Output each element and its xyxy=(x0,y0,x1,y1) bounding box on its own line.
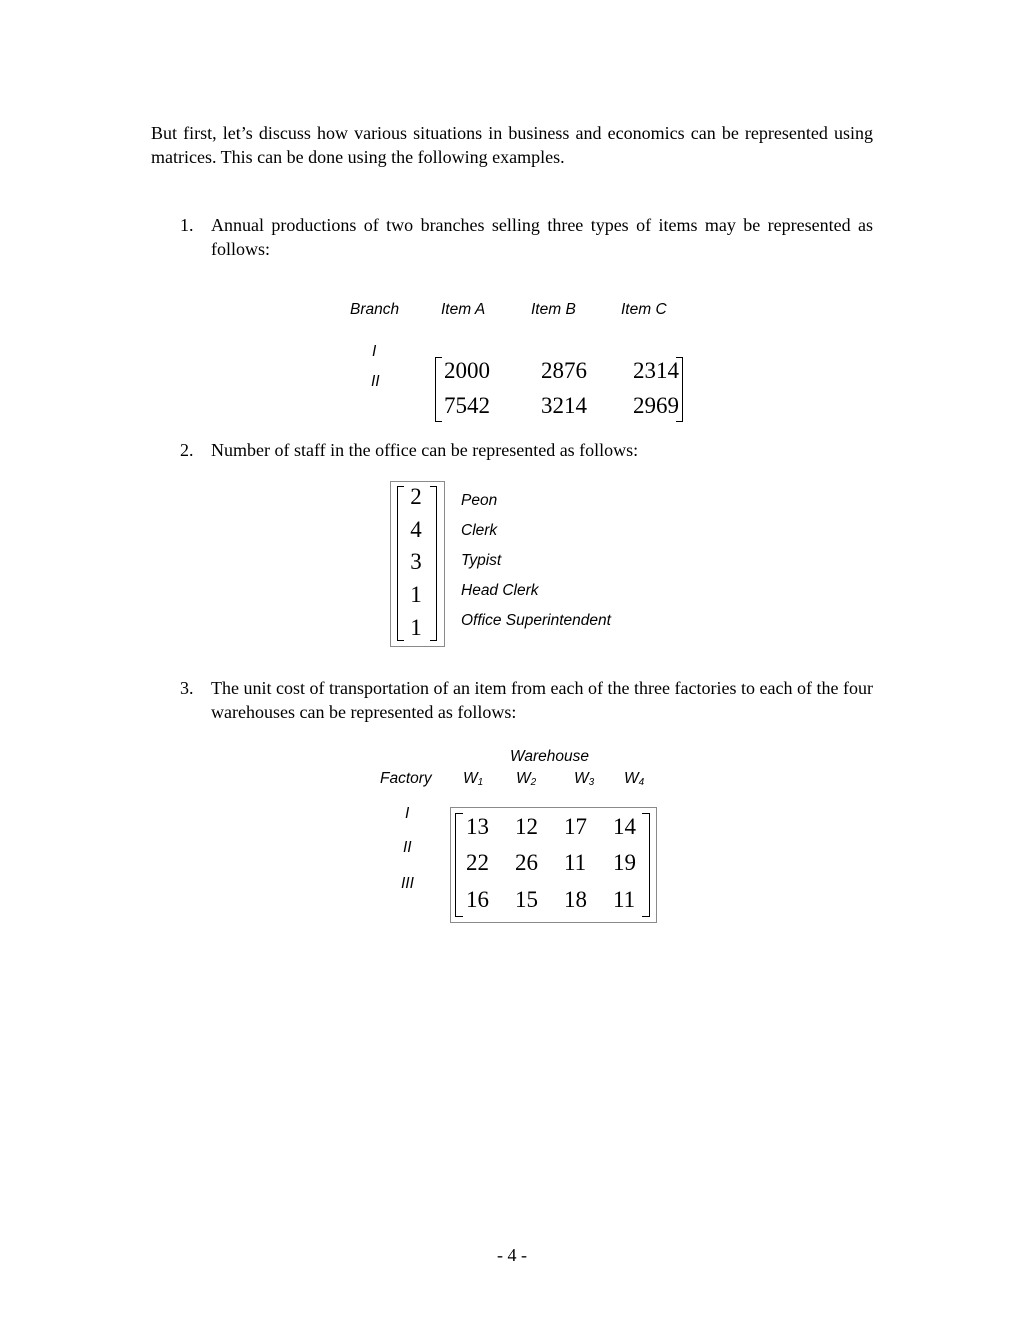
matrix-3-cell: 17 xyxy=(564,814,587,839)
matrix-3-cell: 19 xyxy=(613,850,636,875)
matrix-3-cell: 16 xyxy=(466,887,489,912)
matrix-2-cell: 3 xyxy=(410,549,422,574)
matrix-3-cell: 13 xyxy=(466,814,489,839)
matrix-2-label: Peon xyxy=(461,492,498,509)
matrix-3-col-header: $W_1$ xyxy=(463,770,484,788)
matrix-1-col-header: Item A xyxy=(441,301,486,318)
matrix-3-cell: 11 xyxy=(613,887,636,912)
matrix-2-cell: 4 xyxy=(410,517,422,542)
example-1-number: 1. xyxy=(180,215,194,235)
matrix-2-cell: 1 xyxy=(410,582,422,607)
example-2-text: Number of staff in the office can be represented as follows: xyxy=(211,440,639,460)
matrix-3-group-header: Warehouse xyxy=(510,748,589,765)
matrix-2-label: Clerk xyxy=(461,522,498,539)
matrix-3-row-label: II xyxy=(403,839,412,856)
matrix-1-cell: 7542 xyxy=(444,393,490,418)
matrix-1-cell: 2876 xyxy=(541,358,587,383)
matrix-3-col-header: $W_4$ xyxy=(624,770,645,788)
matrix-2-right-bracket xyxy=(430,486,437,641)
example-3-text: The unit cost of transportation of an item from each of the three factories to each of the four warehouses can be represented as follows: xyxy=(211,678,873,722)
example-2-number: 2. xyxy=(180,440,194,460)
matrix-1-cell: 3214 xyxy=(541,393,587,418)
matrix-1-row-label: II xyxy=(371,373,380,390)
matrix-2-cell: 2 xyxy=(410,484,422,509)
matrix-3-cell: 26 xyxy=(515,850,538,875)
matrix-3-col-header: $W_2$ xyxy=(516,770,537,788)
matrix-1-col-header: Item B xyxy=(531,301,576,318)
matrix-2-label: Office Superintendent xyxy=(461,612,611,629)
matrix-1-row-header: Branch xyxy=(350,301,400,318)
matrix-2-label: Head Clerk xyxy=(461,582,539,599)
matrix-1-left-bracket xyxy=(435,357,442,422)
matrix-3-cell: 12 xyxy=(515,814,538,839)
matrix-3-cell: 18 xyxy=(564,887,587,912)
matrix-3-row-label: III xyxy=(401,875,414,892)
matrix-3-col-header: $W_3$ xyxy=(574,770,595,788)
matrix-1-cell: 2000 xyxy=(444,358,490,383)
example-3-number: 3. xyxy=(180,678,194,698)
matrix-2-cell: 1 xyxy=(410,615,422,640)
matrix-1-cell: 2969 xyxy=(633,393,679,418)
matrix-3-cell: 22 xyxy=(466,850,489,875)
page-number: - 4 - xyxy=(497,1245,527,1265)
intro-paragraph: But first, let’s discuss how various situations in business and economics can be represented using matrices. This can be done using the following examples. xyxy=(151,123,873,167)
matrix-2-left-bracket xyxy=(397,486,404,641)
matrix-1-col-header: Item C xyxy=(621,301,667,318)
matrix-3-right-bracket xyxy=(642,813,650,917)
matrix-3-left-bracket xyxy=(455,813,463,917)
matrix-3-cell: 15 xyxy=(515,887,538,912)
example-1-text: Annual productions of two branches selling three types of items may be represented as follows: xyxy=(211,215,873,259)
matrix-1-cell: 2314 xyxy=(633,358,679,383)
matrix-3-cell: 14 xyxy=(613,814,636,839)
matrix-1-row-label: I xyxy=(372,343,377,360)
matrix-3-row-label: I xyxy=(405,805,410,822)
matrix-3-cell: 11 xyxy=(564,850,587,875)
matrix-2-label: Typist xyxy=(461,552,502,569)
matrix-3-row-header: Factory xyxy=(380,770,432,787)
